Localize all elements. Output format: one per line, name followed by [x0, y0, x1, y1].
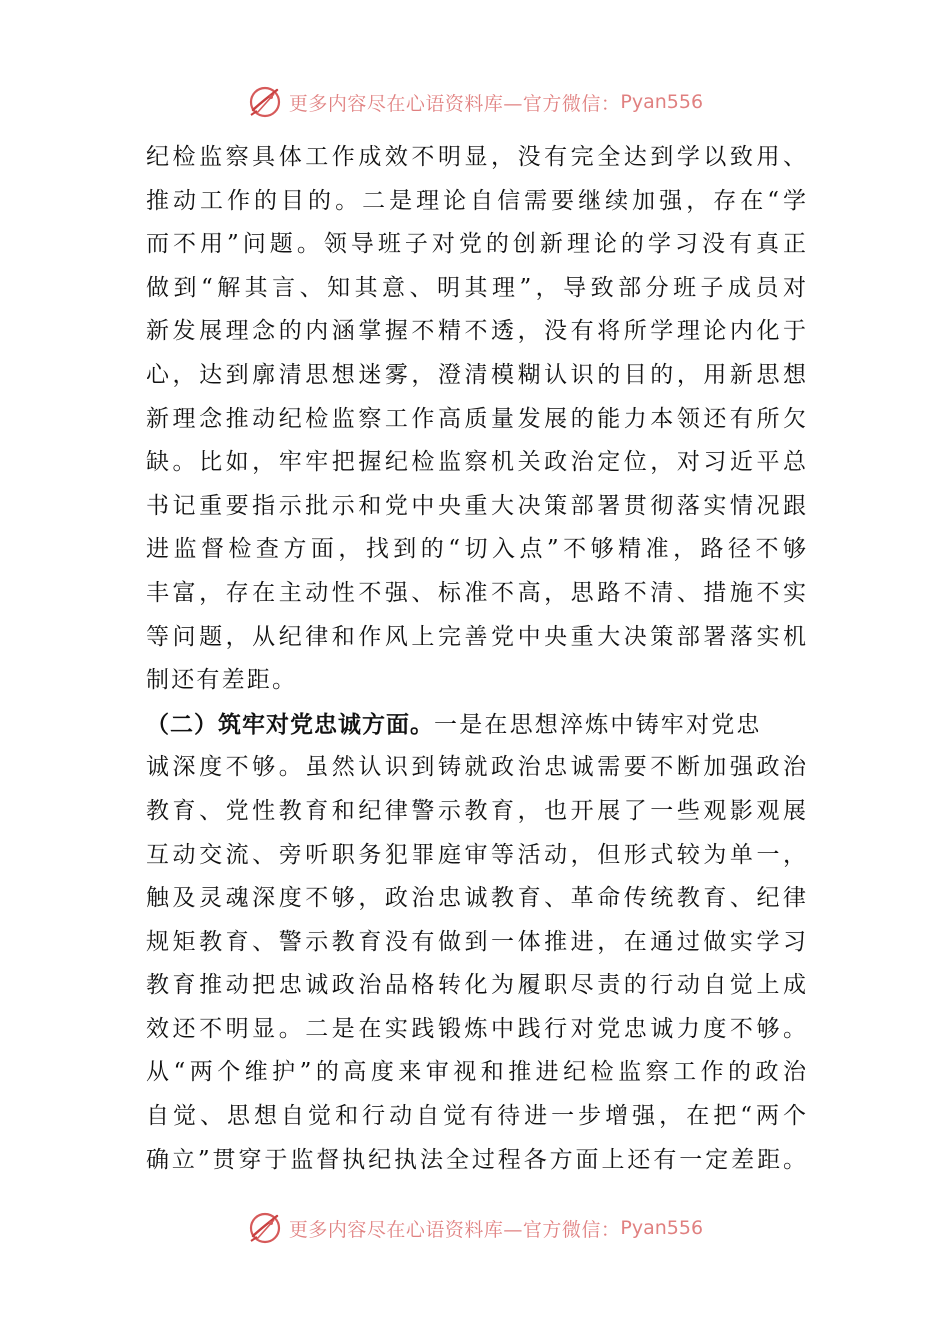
body-line: 推动工作的目的。二是理论自信需要继续加强，存在“学	[146, 187, 806, 214]
body-line: 而不用”问题。领导班子对党的创新理论的学习没有真正	[146, 231, 806, 258]
body-line: 确立”贯穿于监督执纪执法全过程各方面上还有一定差距。	[146, 1146, 806, 1173]
pen-logo-icon	[247, 84, 283, 120]
header-watermark	[0, 80, 950, 124]
body-line: 效还不明显。二是在实践锻炼中践行对党忠诚力度不够。	[146, 1015, 806, 1042]
body-line: 纪检监察具体工作成效不明显，没有完全达到学以致用、	[146, 144, 806, 170]
body-line: 触及灵魂深度不够，政治忠诚教育、革命传统教育、纪律	[146, 885, 806, 912]
section-heading: （二）筑牢对党忠诚方面。	[146, 710, 434, 738]
body-line: 做到“解其言、知其意、明其理”，导致部分班子成员对	[146, 274, 806, 301]
watermark-wechat-id: Pyan556	[620, 91, 704, 113]
body-line: 缺。比如，牢牢把握纪检监察机关政治定位，对习近平总	[146, 449, 806, 476]
watermark-site-text: 更多内容尽在心语资料库—官方微信：	[288, 92, 621, 115]
document-body	[146, 136, 806, 1182]
footer-watermark	[0, 1206, 950, 1250]
body-line: 教育推动把忠诚政治品格转化为履职尽责的行动自觉上成	[146, 972, 806, 999]
body-line: 从“两个维护”的高度来审视和推进纪检监察工作的政治	[146, 1059, 806, 1086]
body-line: 制还有差距。	[146, 667, 298, 694]
section-first-line: 一是在思想淬炼中铸牢对党忠	[434, 711, 762, 738]
body-line: 诚深度不够。虽然认识到铸就政治忠诚需要不断加强政治	[146, 754, 806, 781]
body-line: 自觉、思想自觉和行动自觉有待进一步增强，在把“两个	[146, 1103, 806, 1130]
body-line: 书记重要指示批示和党中央重大决策部署贯彻落实情况跟	[146, 492, 806, 519]
section-heading-line	[146, 703, 806, 747]
body-line: 新发展理念的内涵掌握不精不透，没有将所学理论内化于	[146, 318, 806, 345]
watermark-wechat-id: Pyan556	[620, 1217, 704, 1239]
body-line: 互动交流、旁听职务犯罪庭审等活动，但形式较为单一，	[146, 841, 806, 868]
body-line: 新理念推动纪检监察工作高质量发展的能力本领还有所欠	[146, 405, 806, 432]
body-line: 等问题，从纪律和作风上完善党中央重大决策部署落实机	[146, 623, 806, 650]
watermark-site-text: 更多内容尽在心语资料库—官方微信：	[288, 1218, 621, 1241]
body-line: 进监督检查方面，找到的“切入点”不够精准，路径不够	[146, 536, 806, 563]
body-line: 心，达到廓清思想迷雾，澄清模糊认识的目的，用新思想	[146, 361, 806, 388]
body-line: 丰富，存在主动性不强、标准不高，思路不清、措施不实	[146, 579, 806, 606]
pen-logo-icon	[247, 1210, 283, 1246]
body-line: 教育、党性教育和纪律警示教育，也开展了一些观影观展	[146, 797, 806, 824]
body-line: 规矩教育、警示教育没有做到一体推进，在通过做实学习	[146, 928, 806, 955]
